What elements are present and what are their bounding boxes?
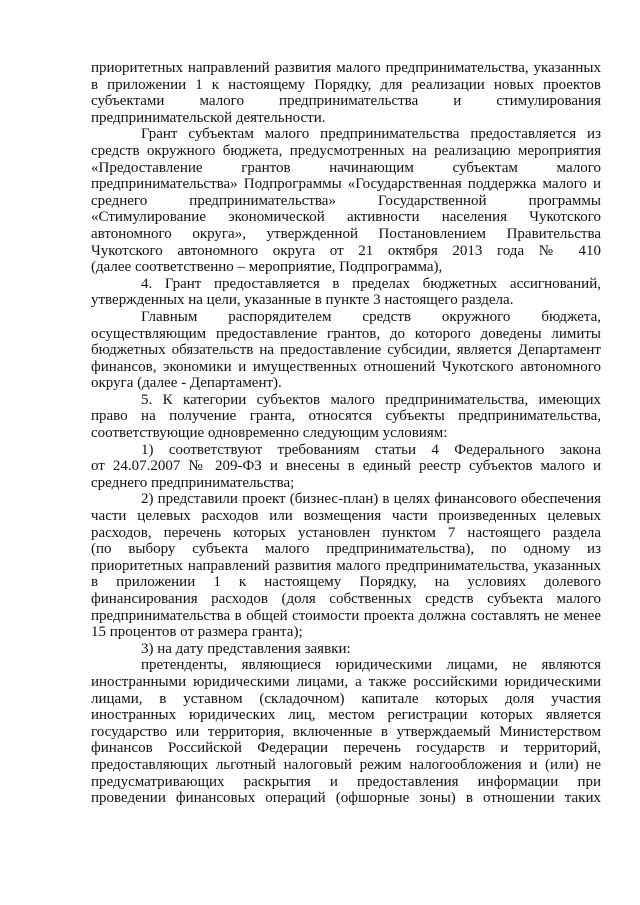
text-line: приоритетных направлений развития малого предпринимательства, указанных [91,60,601,76]
paragraph-clause-5 [91,392,601,442]
text-line: 5. К категории субъектов малого предпринимательства, имеющих [141,391,601,408]
paragraph-condition-1 [91,442,601,492]
text-line: предусматривающих раскрытия и предоставления информации при [91,773,601,790]
text-line: округа (далее - Департамент). [91,375,282,392]
text-line: 2) представили проект (бизнес-план) в целях финансового обеспечения [141,491,601,508]
text-line: средств окружного бюджета, предусмотренных на реализацию мероприятия [91,142,601,159]
text-line: претенденты, являющиеся юридическими лицами, не являются [141,657,601,674]
text-line: 3) на дату представления заявки: [141,640,351,657]
text-line: соответствующие одновременно следующим условиям: [91,425,448,442]
text-line: Чукотского автономного округа от 21 октября 2013 года № 410 [91,242,601,259]
text-line: предоставляющих льготный налоговый режим налогообложения и (или) не [91,756,601,773]
text-line: лицами, в уставном (складочном) капитале которых доля участия [91,690,601,707]
text-line: предпринимательства в общей стоимости проекта должна составлять не менее [91,607,601,624]
text-line: государство или территория, включенные в утверждаемый Министерством [91,723,601,740]
text-line: предпринимательства» Подпрограммы «Государственная поддержка малого и [91,176,601,193]
text-line: (по выбору субъекта малого предпринимательства), по одному из [91,541,601,558]
text-line: финансов Российской Федерации перечень государств и территорий, [91,740,601,757]
text-line: среднего предпринимательства; [91,474,295,491]
text-line: части целевых расходов или возмещения части произведенных целевых [91,508,601,525]
text-line: (далее соответственно – мероприятие, Подпрограмма), [91,259,443,276]
text-line: 1) соответствуют требованиям статьи 4 Федерального закона [141,441,601,458]
text-line: бюджетных обязательств на предоставление субсидии, является Департамент [91,342,601,359]
paragraph-intro-continuation [91,60,601,126]
text-line: Главным распорядителем средств окружного бюджета, [141,308,601,325]
text-line: субъектами малого предпринимательства и стимулирования [91,93,601,110]
text-line: от 24.07.2007 № 209-ФЗ и внесены в единый реестр субъектов малого и [91,458,601,475]
paragraph-condition-3 [91,641,601,658]
text-line: автономного округа», утвержденной Постановлением Правительства [91,225,601,242]
text-line: иностранных юридических лиц, местом регистрации которых является [91,707,601,724]
text-line: утвержденных на цели, указанные в пункте 3 настоящего раздела. [91,292,514,309]
paragraph-grant-source-paragraph [91,126,601,275]
text-line: финансирования расходов (доля собственных средств субъекта малого [91,591,601,607]
text-line: предпринимательской деятельности. [91,109,326,126]
text-line: 15 процентов от размера гранта); [91,624,303,641]
text-line: «Стимулирование экономической активности населения Чукотского [91,209,601,226]
text-line: Грант субъектам малого предпринимательства предоставляется из [141,126,601,143]
text-line: осуществляющим предоставление грантов, до которого доведены лимиты [91,325,601,342]
paragraph-clause-4 [91,276,601,309]
text-line: среднего предпринимательства» Государственной программы [91,192,601,209]
document-page [91,60,601,807]
text-line: в приложении 1 к настоящему Порядку, для реализации новых проектов [91,76,601,93]
text-line: иностранными юридическими лицами, а также российскими юридическими [91,673,601,690]
text-line: приоритетных направлений развития малого предпринимательства, указанных [91,557,601,574]
paragraph-condition-3-offshore [91,657,601,806]
text-line: проведении финансовых операций (офшорные зоны) в отношении таких [91,790,601,807]
paragraph-condition-2 [91,491,601,640]
text-line: финансов, экономики и имущественных отношений Чукотского автономного [91,358,601,375]
text-line: в приложении 1 к настоящему Порядку, на условиях долевого [91,574,601,591]
text-line: «Предоставление грантов начинающим субъектам малого [91,159,601,176]
text-line: расходов, перечень которых установлен пунктом 7 настоящего раздела [91,524,601,541]
text-line: право на получение гранта, относятся субъекты предпринимательства, [91,408,601,425]
paragraph-main-administrator-paragraph [91,309,601,392]
text-line: 4. Грант предоставляется в пределах бюджетных ассигнований, [141,275,601,292]
